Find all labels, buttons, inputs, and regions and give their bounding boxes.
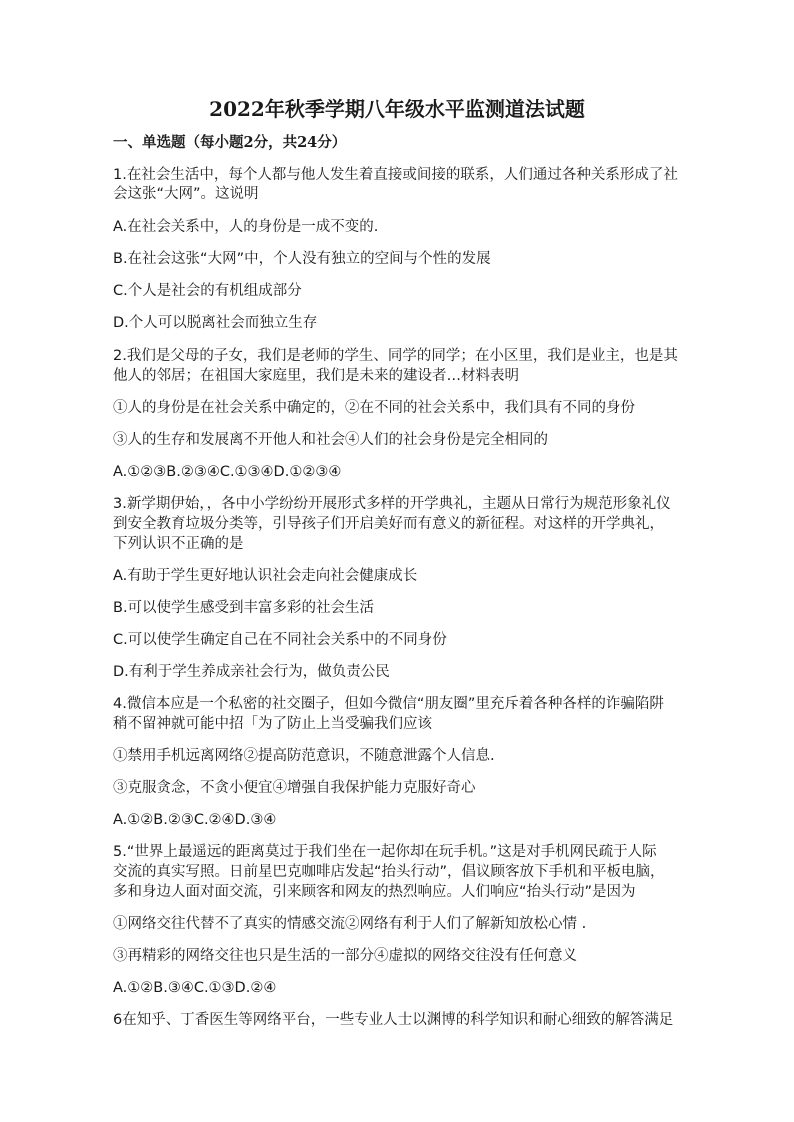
q6-stem-line1: 6在知乎、丁香医生等网络平台，一些专业人士以渊博的科学知识和耐心细致的解答满足 (113, 1012, 674, 1028)
q1-stem-line2: 会这张“大网”。这说明 (113, 186, 259, 202)
q3-option-d: D.有利于学生养成亲社会行为，做负责公民 (113, 664, 390, 680)
q3-option-c: C.可以使学生确定自己在不同社会关系中的不同身份 (113, 632, 447, 648)
q4-options: A.①②B.②③C.②④D.③④ (113, 812, 277, 828)
q4-stem-line1: 4.微信本应是一个私密的社交圈子，但如今微信“朋友圈”里充斥着各种各样的诈骗陷阱 (113, 696, 664, 712)
q4-statement-2: ③克服贪念，不贪小便宜④增强自我保护能力克服好奇心 (113, 780, 476, 796)
q3-option-b: B.可以使学生感受到丰富多彩的社会生活 (113, 600, 375, 616)
q3-option-a: A.有助于学生更好地认识社会走向社会健康成长 (113, 568, 418, 584)
q1-option-c: C.个人是社会的有机组成部分 (113, 283, 302, 299)
exam-title: 2022年秋季学期八年级水平监测道法试题 (209, 97, 585, 121)
q3-stem-line1: 3.新学期伊始，，各中小学纷纷开展形式多样的开学典礼，主题从日常行为规范形象礼仪 (113, 496, 671, 512)
q2-stem-line1: 2.我们是父母的子女，我们是老师的学生、同学的同学；在小区里，我们是业主，也是其 (113, 348, 678, 364)
q5-stem-line3: 多和身边人面对面交流，引来顾客和网友的热烈响应。人们响应“抬头行动”是因为 (113, 884, 636, 900)
q5-options: A.①②B.③④C.①③D.②④ (113, 980, 277, 996)
q1-option-b: B.在社会这张“大网”中，个人没有独立的空间与个性的发展 (113, 251, 491, 267)
q5-statement-1: ①网络交往代替不了真实的情感交流②网络有利于人们了解新知放松心情 . (113, 916, 587, 932)
q1-option-d: D.个人可以脱离社会而独立生存 (113, 315, 318, 331)
q4-statement-1: ①禁用手机远离网络②提高防范意识，不随意泄露个人信息. (113, 748, 495, 764)
q2-stem-line2: 他人的邻居；在祖国大家庭里，我们是未来的建设者…材料表明 (113, 368, 519, 384)
q5-stem-line2: 交流的真实写照。日前星巴克咖啡店发起“抬头行动”，倡议顾客放下手机和平板电脑， (113, 864, 665, 880)
q1-option-a: A.在社会关系中，人的身份是一成不变的. (113, 219, 379, 235)
q2-statement-2: ③人的生存和发展离不开他人和社会④人们的社会身份是完全相同的 (113, 432, 548, 448)
q5-stem-line1: 5.“世界上最遥远的距离莫过于我们坐在一起你却在玩手机。”这是对手机网民疏于人际 (113, 844, 657, 860)
section-heading: 一、单选题（每小题2分，共24分） (113, 134, 347, 151)
q4-stem-line2: 稍不留神就可能中招「为了防止上当受骗我们应该 (113, 716, 432, 732)
q3-stem-line2: 到安全教育垃圾分类等，引导孩子们开启美好而有意义的新征程。对这样的开学典礼， (113, 516, 664, 532)
q3-stem-line3: 下列认识不正确的是 (113, 536, 244, 552)
q5-statement-2: ③再精彩的网络交往也只是生活的一部分④虚拟的网络交往没有任何意义 (113, 948, 577, 964)
q1-stem-line1: 1.在社会生活中，每个人都与他人发生着直接或间接的联系，人们通过各种关系形成了社 (113, 167, 678, 183)
q2-statement-1: ①人的身份是在社会关系中确定的，②在不同的社会关系中，我们具有不同的身份 (113, 400, 635, 416)
q2-options: A.①②③B.②③④C.①③④D.①②③④ (113, 464, 342, 480)
